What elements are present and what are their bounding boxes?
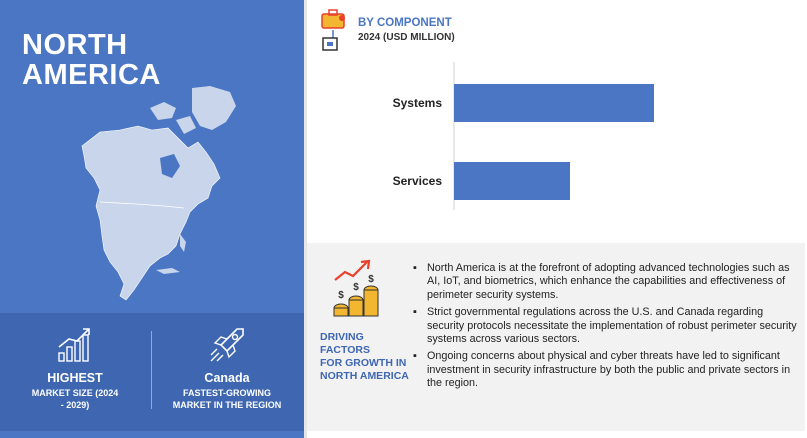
stat-highest-label: HIGHEST bbox=[47, 371, 103, 385]
svg-text:$: $ bbox=[368, 274, 374, 285]
rocket-icon bbox=[207, 325, 247, 365]
driver-bullet-1: ▪ North America is at the forefront of adopting advanced technologies such as AI, IoT, and biometrics, which enhance the capabilities and effectiveness of perimeter security systems. bbox=[413, 262, 798, 302]
stat-highest bbox=[0, 325, 150, 411]
bar-systems bbox=[454, 84, 654, 122]
growth-coins-icon bbox=[333, 258, 379, 320]
growth-chart-icon bbox=[55, 325, 95, 365]
driving-factors-list bbox=[413, 262, 798, 395]
svg-text:$: $ bbox=[353, 282, 359, 293]
drivers-label-line3: NORTH AMERICA bbox=[320, 370, 409, 382]
category-label-services: Services bbox=[392, 174, 442, 188]
component-icon bbox=[320, 8, 354, 52]
region-title-line2: AMERICA bbox=[22, 59, 161, 91]
stat-fastest-caption-1: FASTEST-GROWING bbox=[182, 388, 271, 398]
driver-bullet-2: ▪ Strict governmental regulations across the U.S. and Canada regarding security protocols necessitate the implementation of robust perimeter security systems across various sectors. bbox=[413, 306, 798, 346]
driving-factors-label bbox=[320, 331, 410, 383]
north-america-map bbox=[80, 86, 260, 306]
category-label-systems: Systems bbox=[392, 96, 442, 110]
component-bar-chart bbox=[307, 50, 805, 240]
region-title-line1: NORTH bbox=[22, 29, 128, 61]
chart-title: BY COMPONENT bbox=[358, 17, 452, 29]
stats-bar bbox=[0, 313, 304, 431]
chart-subtitle: 2024 (USD MILLION) bbox=[358, 32, 455, 43]
svg-text:$: $ bbox=[338, 290, 344, 301]
drivers-label-line2: FOR GROWTH IN bbox=[320, 357, 407, 369]
stat-fastest-label: Canada bbox=[204, 371, 250, 385]
bar-services bbox=[454, 162, 570, 200]
drivers-label-line1: DRIVING FACTORS bbox=[320, 331, 370, 356]
region-title bbox=[22, 30, 222, 90]
stat-fastest bbox=[152, 325, 302, 411]
driver-bullet-3: ▪ Ongoing concerns about physical and cyber threats have led to significant investment in security infrastructure by both the public and private sectors in the region. bbox=[413, 350, 798, 390]
stat-highest-caption: MARKET SIZE (2024 - 2029) bbox=[31, 388, 119, 410]
region-panel bbox=[0, 0, 304, 438]
bottom-accent-bar bbox=[0, 431, 304, 438]
stat-fastest-caption-2: MARKET IN THE REGION bbox=[172, 400, 282, 410]
